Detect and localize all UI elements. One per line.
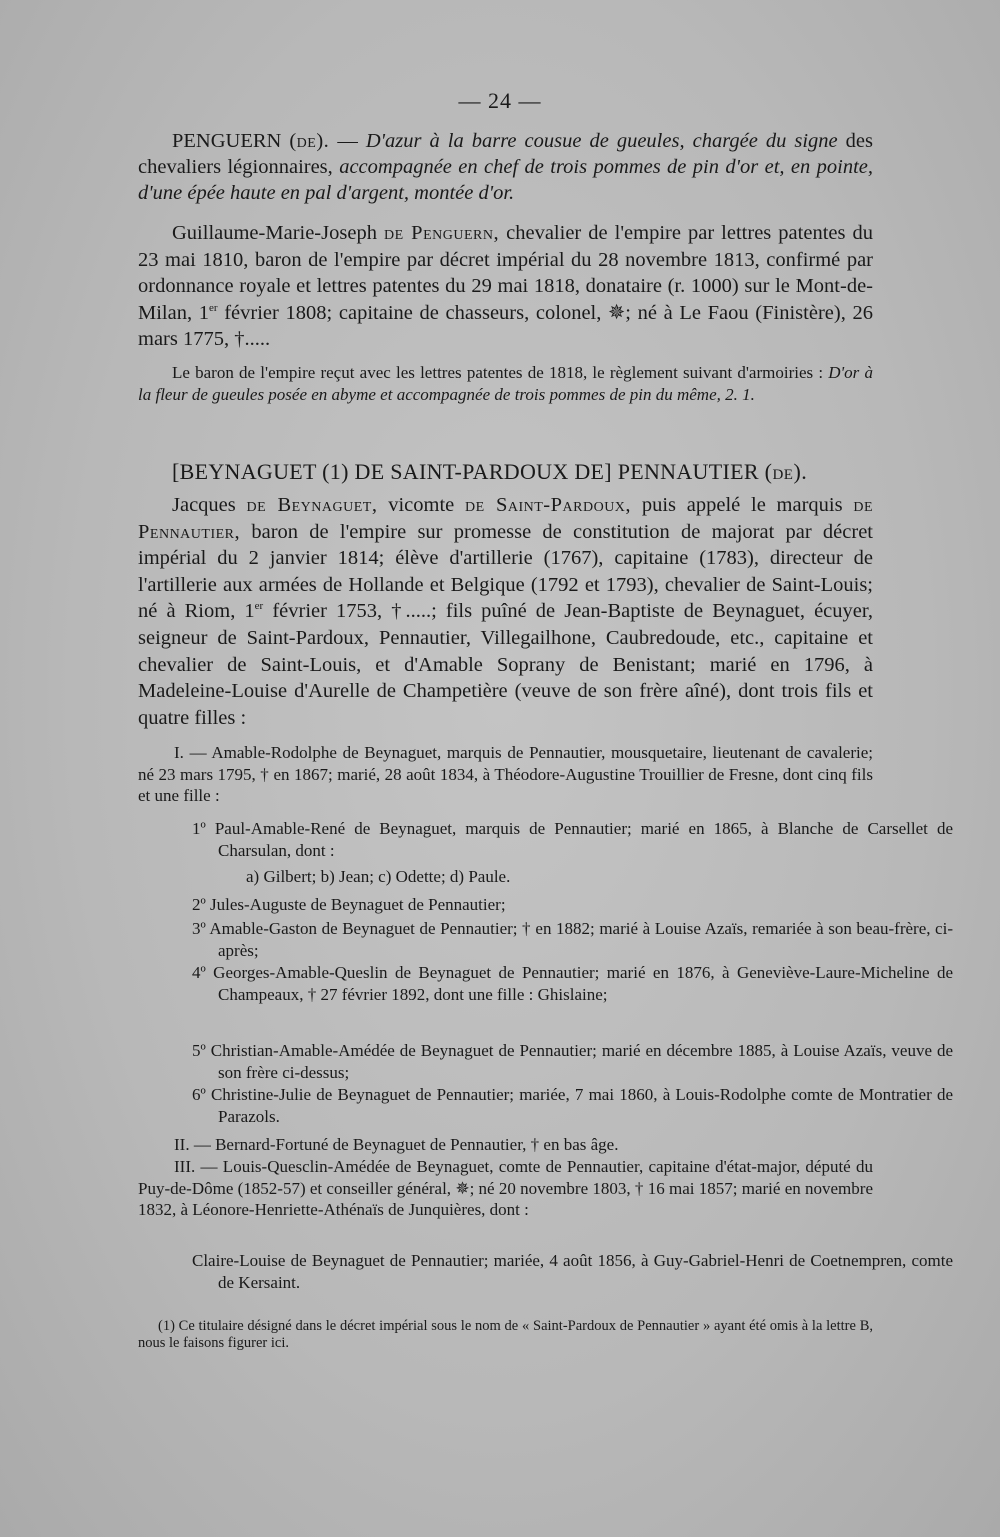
son-1: I. — Amable-Rodolphe de Beynaguet, marquis de Pennautier, mousquetaire, lieutenant de cavalerie; né 23 mars 1795, † en 1867; marié, 28 août 1834, à Théodore-Augustine Trouillier de Fresne, dont cinq fils et une fille : bbox=[138, 743, 873, 805]
footnote: (1) Ce titulaire désigné dans le décret impérial sous le nom de « Saint-Pardoux de Pennautier » ayant été omis à la lettre B, nous le faisons figurer ici. bbox=[138, 1318, 873, 1351]
penguern-biography: Guillaume-Marie-Joseph de Penguern, chevalier de l'empire par lettres patentes du 23 mai 1810, baron de l'empire par décret impérial du 28 novembre 1813, confirmé par ordonnance royale et lettres patentes du 29 mai 1818, donataire (r. 1000) sur le Mont-de-Milan, 1er février 1808; capitaine de chasseurs, colonel, ✵; né à Le Faou (Finistère), 26 mars 1775, †..... bbox=[138, 222, 873, 350]
grandchild-3: 3º Amable-Gaston de Beynaguet de Pennautier; † en 1882; marié à Louise Azaïs, remariée à son beau-frère, ci-après; bbox=[192, 919, 953, 960]
penguern-particle: (de). bbox=[289, 130, 330, 152]
beynaguet-heading: [BEYNAGUET (1) DE SAINT-PARDOUX DE] PENNAUTIER (de). bbox=[172, 459, 808, 484]
penguern-arms-part1: D'azur à la barre cousue de gueules, chargée du signe bbox=[365, 130, 838, 152]
penguern-arms-plain: des chevaliers légionnaires, bbox=[138, 130, 873, 178]
grandchild-4: 4º Georges-Amable-Queslin de Beynaguet de Pennautier; marié en 1876, à Geneviève-Laure-Micheline de Champeaux, † 27 février 1892, dont une fille : Ghislaine; bbox=[192, 963, 953, 1004]
penguern-note: Le baron de l'empire reçut avec les lettres patentes de 1818, le règlement suivant d'armoiries : D'or à la fleur de gueules posée en abyme et accompagnée de trois pommes de pin du même, 2. 1. bbox=[138, 363, 873, 404]
son-3-child: Claire-Louise de Beynaguet de Pennautier; mariée, 4 août 1856, à Guy-Gabriel-Henri de Coetnempren, comte de Kersaint. bbox=[192, 1251, 953, 1292]
beynaguet-biography: Jacques de Beynaguet, vicomte de Saint-Pardoux, puis appelé le marquis de Pennautier, baron de l'empire sur promesse de constitution de majorat par décret impérial du 2 janvier 1814; élève d'artillerie (1767), capitaine (1783), directeur de l'artillerie aux armées de Hollande et Belgique (1792 et 1793), chevalier de Saint-Louis; né à Riom, 1er février 1753, †.....; fils puîné de Jean-Baptiste de Beynaguet, écuyer, seigneur de Saint-Pardoux, Pennautier, Villegailhone, Caubredoude, etc., capitaine et chevalier de Saint-Louis, et d'Amable Soprany de Benistant; marié en 1796, à Madeleine-Louise d'Aurelle de Champetière (veuve de son frère aîné), dont trois fils et quatre filles : bbox=[138, 494, 874, 729]
penguern-arms-part2: accompagnée en chef de trois pommes de pin d'or et, en pointe, d'une épée haute en pal d'argent, montée d'or. bbox=[138, 156, 874, 204]
grandchild-6: 6º Christine-Julie de Beynaguet de Pennautier; mariée, 7 mai 1860, à Louis-Rodolphe comte de Montratier de Parazols. bbox=[192, 1085, 953, 1126]
grandchild-5: 5º Christian-Amable-Amédée de Beynaguet de Pennautier; marié en décembre 1885, à Louise Azaïs, veuve de son frère ci-dessus; bbox=[192, 1041, 953, 1082]
grandchild-2: 2º Jules-Auguste de Beynaguet de Pennautier; bbox=[192, 895, 506, 914]
son-3: III. — Louis-Quesclin-Amédée de Beynaguet, comte de Pennautier, capitaine d'état-major, député du Puy-de-Dôme (1852-57) et conseiller général, ✵; né 20 novembre 1803, † 16 mai 1857; marié en novembre 1832, à Léonore-Henriette-Athénaïs de Junquières, dont : bbox=[138, 1157, 873, 1219]
son-2: II. — Bernard-Fortuné de Beynaguet de Pennautier, † en bas âge. bbox=[174, 1135, 619, 1154]
penguern-person-name: de Penguern, bbox=[383, 222, 500, 244]
penguern-arms: PENGUERN (de). — D'azur à la barre cousue de gueules, chargée du signe des chevaliers légionnaires, accompagnée en chef de trois pommes de pin d'or et, en pointe, d'une épée haute en pal d'argent, montée d'or. bbox=[138, 130, 874, 204]
page-number: — 24 — bbox=[458, 88, 542, 113]
grandchild-1: 1º Paul-Amable-René de Beynaguet, marquis de Pennautier; marié en 1865, à Blanche de Carsellet de Charsulan, dont : bbox=[192, 819, 953, 860]
penguern-name: PENGUERN bbox=[172, 130, 282, 152]
great-grandchildren: a) Gilbert; b) Jean; c) Odette; d) Paule. bbox=[246, 867, 511, 886]
